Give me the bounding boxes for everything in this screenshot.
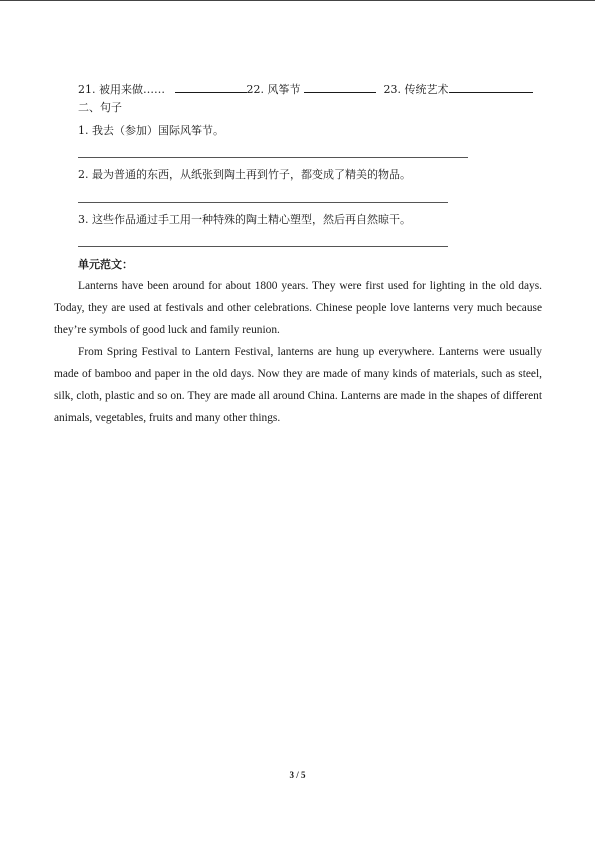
- vocab-23-blank[interactable]: [449, 80, 533, 93]
- sentence-3: 3. 这些作品通过手工用一种特殊的陶土精心塑型，然后再自然晾干。: [78, 213, 411, 226]
- vocab-item-21: 21. 被用来做……: [78, 83, 165, 96]
- page-top-rule: [0, 0, 595, 1]
- section-title: 二、句子: [78, 101, 122, 114]
- vocab-21-blank[interactable]: [175, 80, 247, 93]
- essay-paragraph-1: Lanterns have been around for about 1800 years. They were first used for lighting in the old days. Today, they are used at festivals and other celebrations. Chinese people love lanterns very much because they’re symbols of good luck and family reunion.: [54, 280, 542, 336]
- sentence-2-answer-line[interactable]: [78, 202, 448, 203]
- vocab-item-22: 22. 风筝节: [246, 83, 301, 96]
- sentence-1-answer-line[interactable]: [78, 157, 468, 158]
- sentence-2: 2. 最为普通的东西，从纸张到陶土再到竹子，都变成了精美的物品。: [78, 168, 411, 181]
- vocab-item-23: 23. 传统艺术: [383, 83, 449, 96]
- sentence-3-answer-line[interactable]: [78, 246, 448, 247]
- vocab-22-blank[interactable]: [304, 80, 376, 93]
- vocab-row: [78, 80, 533, 97]
- essay-paragraph-2: From Spring Festival to Lantern Festival, lanterns are hung up everywhere. Lanterns were usually made of bamboo and paper in the old days. Now they are made of many kinds of materials, such as steel, silk, cloth, plastic and so on. They are made all around China. Lanterns are made in the shapes of different animals, vegetables, fruits and many other things.: [54, 346, 542, 424]
- essay-heading: 单元范文：: [78, 258, 133, 271]
- page-number: 3 / 5: [289, 770, 306, 780]
- sentence-1: 1. 我去（参加）国际风筝节。: [78, 124, 224, 137]
